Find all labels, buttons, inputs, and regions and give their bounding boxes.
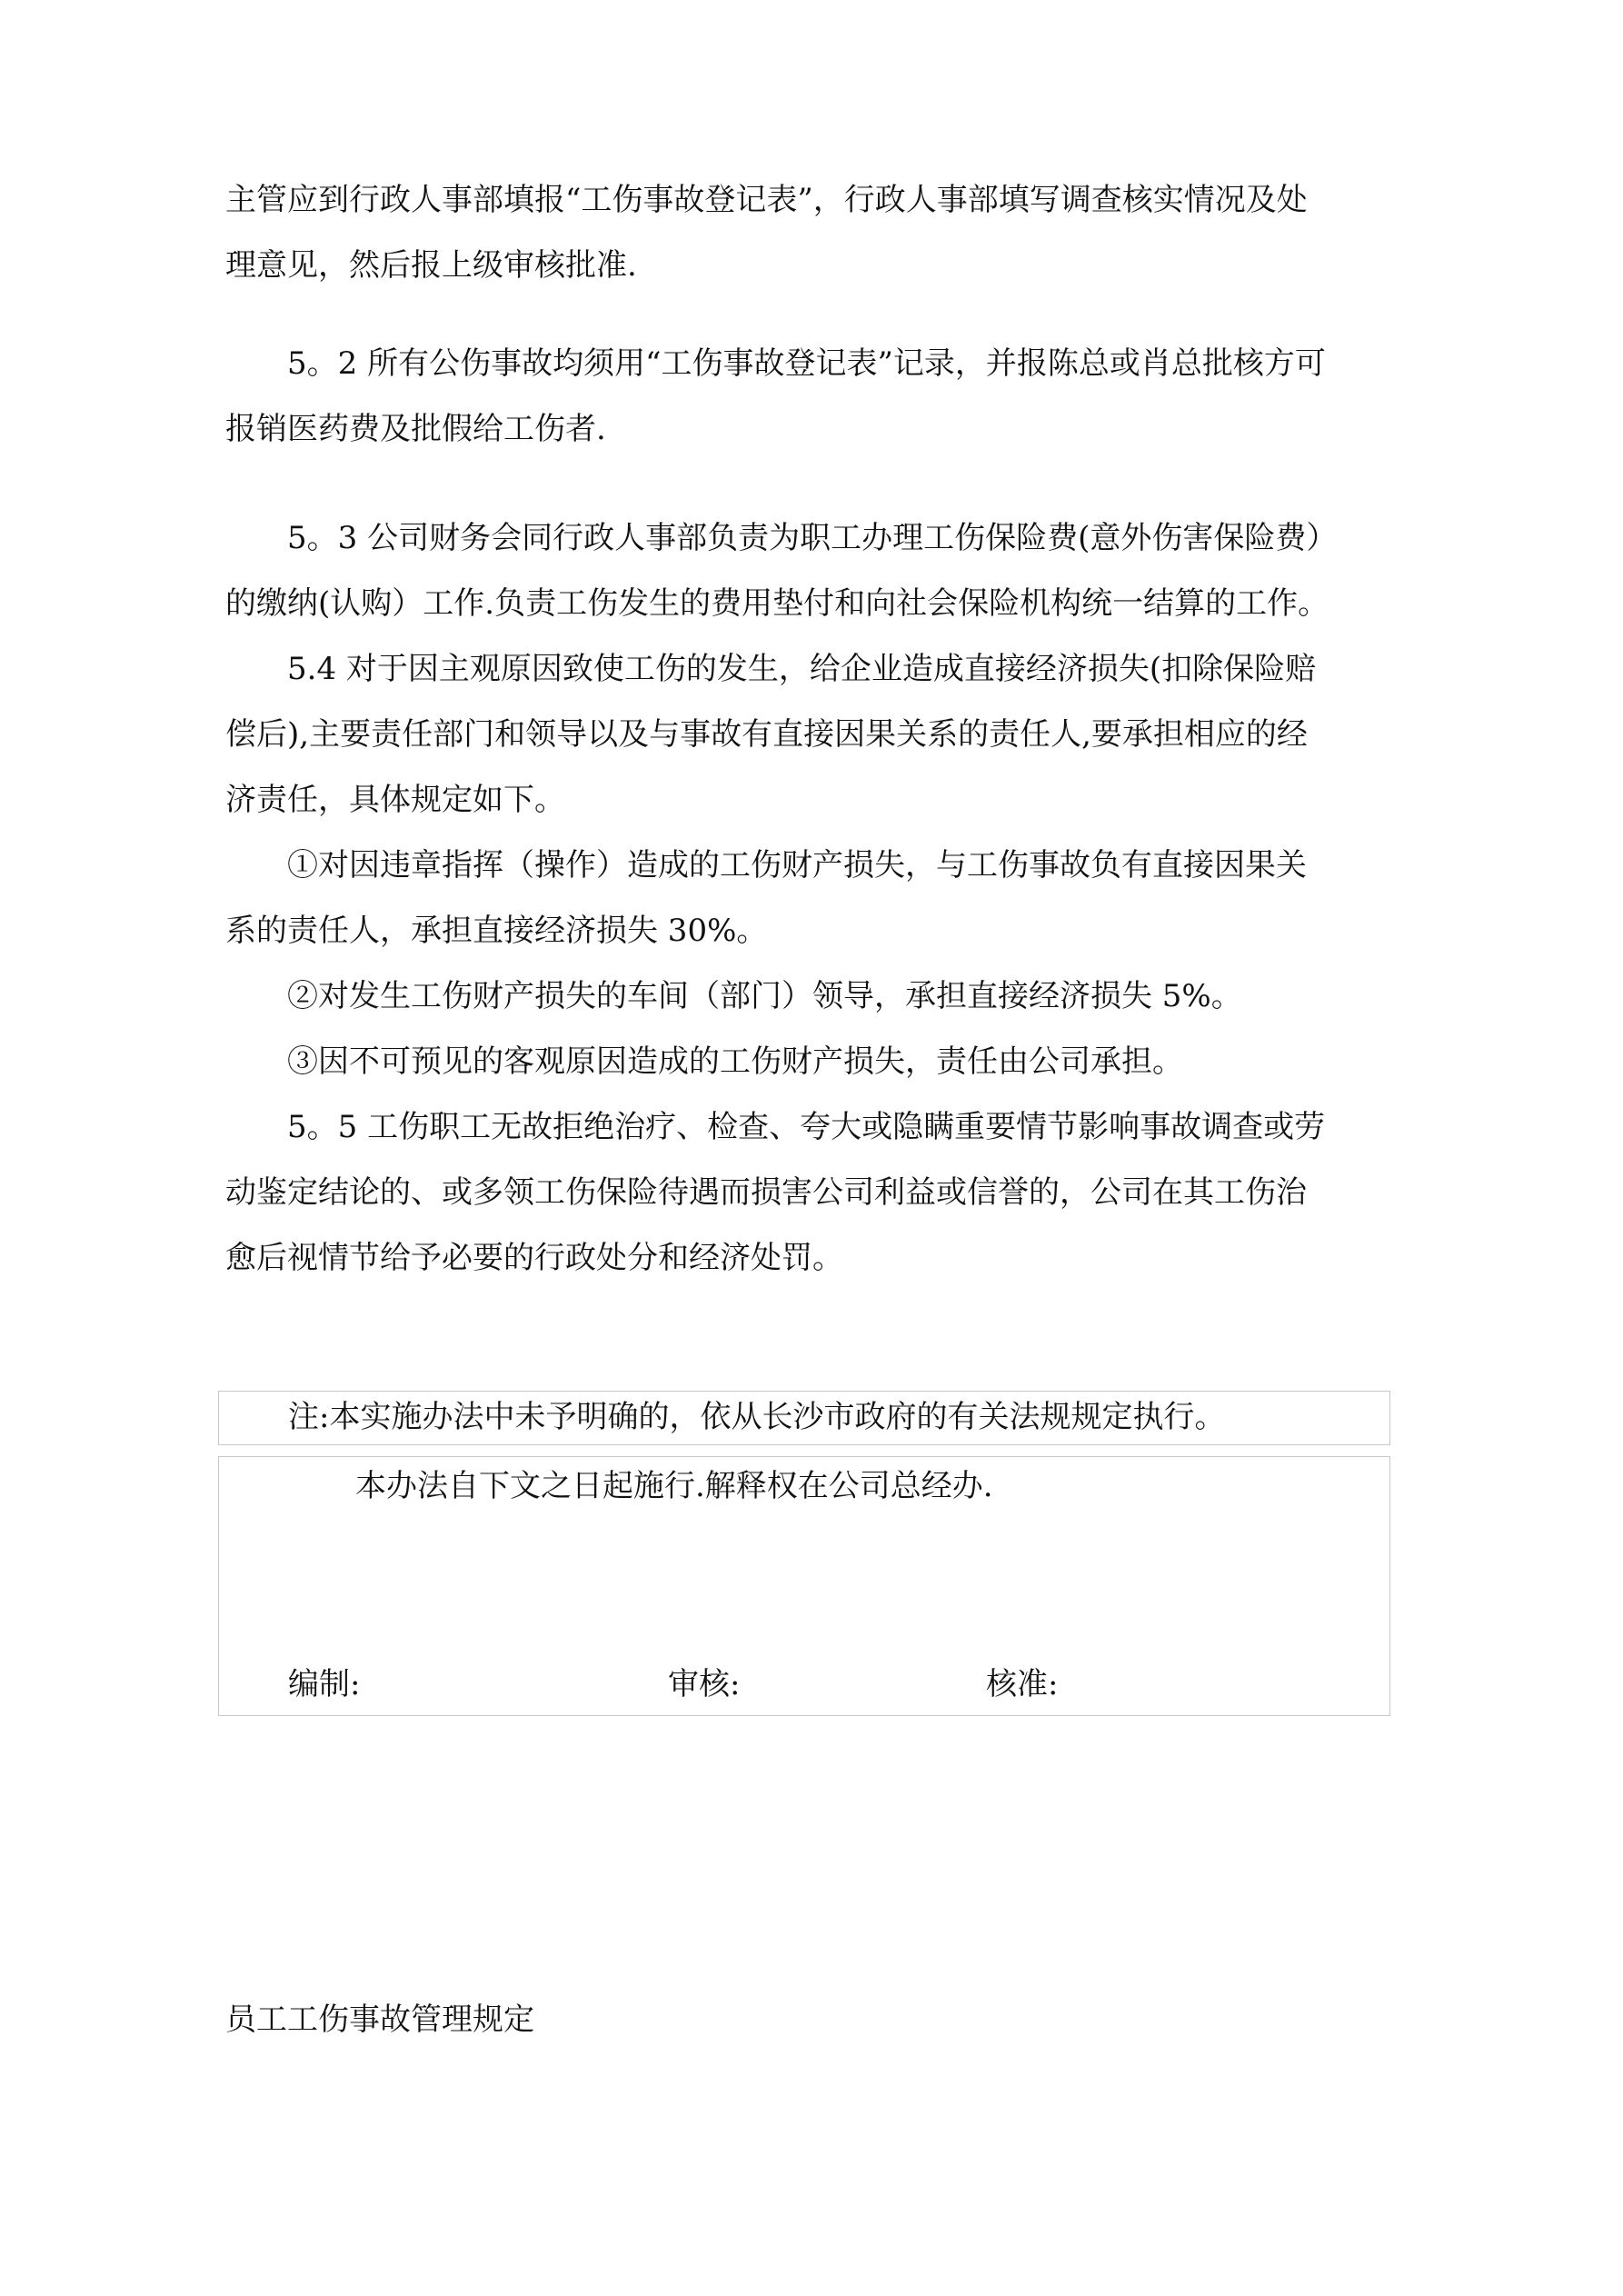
reviewed-by-label: 审核: <box>668 1666 741 1702</box>
text-line: 的缴纳(认购）工作.负责工伤发生的费用垫付和向社会保险机构统一结算的工作。 <box>225 585 1329 622</box>
approved-by-label: 核准: <box>986 1666 1059 1702</box>
text-line: 系的责任人，承担直接经济损失 30%。 <box>225 913 768 949</box>
text-line: 5。3 公司财务会同行政人事部负责为职工办理工伤保险费(意外伤害保险费） <box>287 520 1338 556</box>
effective-statement: 本办法自下文之日起施行.解释权在公司总经办. <box>355 1468 993 1504</box>
text-line: 5。2 所有公伤事故均须用“工伤事故登记表”记录，并报陈总或肖总批核方可 <box>287 345 1326 382</box>
text-line: 5。5 工伤职工无故拒绝治疗、检查、夸大或隐瞒重要情节影响事故调查或劳 <box>287 1109 1326 1145</box>
paragraph-5-2 <box>225 331 1398 462</box>
text-line: 济责任，具体规定如下。 <box>225 782 565 818</box>
document-footer-title: 员工工伤事故管理规定 <box>225 2002 534 2038</box>
text-line: 5.4 对于因主观原因致使工伤的发生，给企业造成直接经济损失(扣除保险赔 <box>287 651 1317 687</box>
note-box <box>218 1391 1390 1445</box>
paragraph-reporting <box>225 167 1398 298</box>
text-line: 主管应到行政人事部填报“工伤事故登记表”，行政人事部填写调查核实情况及处 <box>225 182 1308 218</box>
text-line: 理意见，然后报上级审核批准. <box>225 247 637 284</box>
text-line: ③因不可预见的客观原因造成的工伤财产损失，责任由公司承担。 <box>287 1043 1183 1080</box>
text-line: 偿后),主要责任部门和领导以及与事故有直接因果关系的责任人,要承担相应的经 <box>225 716 1308 753</box>
text-line: ①对因违章指挥（操作）造成的工伤财产损失，与工伤事故负有直接因果关 <box>287 847 1307 883</box>
text-line: 报销医药费及批假给工伤者. <box>225 411 606 447</box>
approval-box <box>218 1456 1390 1716</box>
note-text: 注:本实施办法中未予明确的，依从长沙市政府的有关法规规定执行。 <box>288 1399 1226 1435</box>
text-line: 动鉴定结论的、或多领工伤保险待遇而损害公司利益或信誉的，公司在其工伤治 <box>225 1174 1307 1211</box>
compiled-by-label: 编制: <box>288 1666 361 1702</box>
text-line: ②对发生工伤财产损失的车间（部门）领导，承担直接经济损失 5%。 <box>287 978 1242 1014</box>
paragraph-5-3-to-5-5 <box>225 505 1398 1291</box>
text-line: 愈后视情节给予必要的行政处分和经济处罚。 <box>225 1240 843 1276</box>
